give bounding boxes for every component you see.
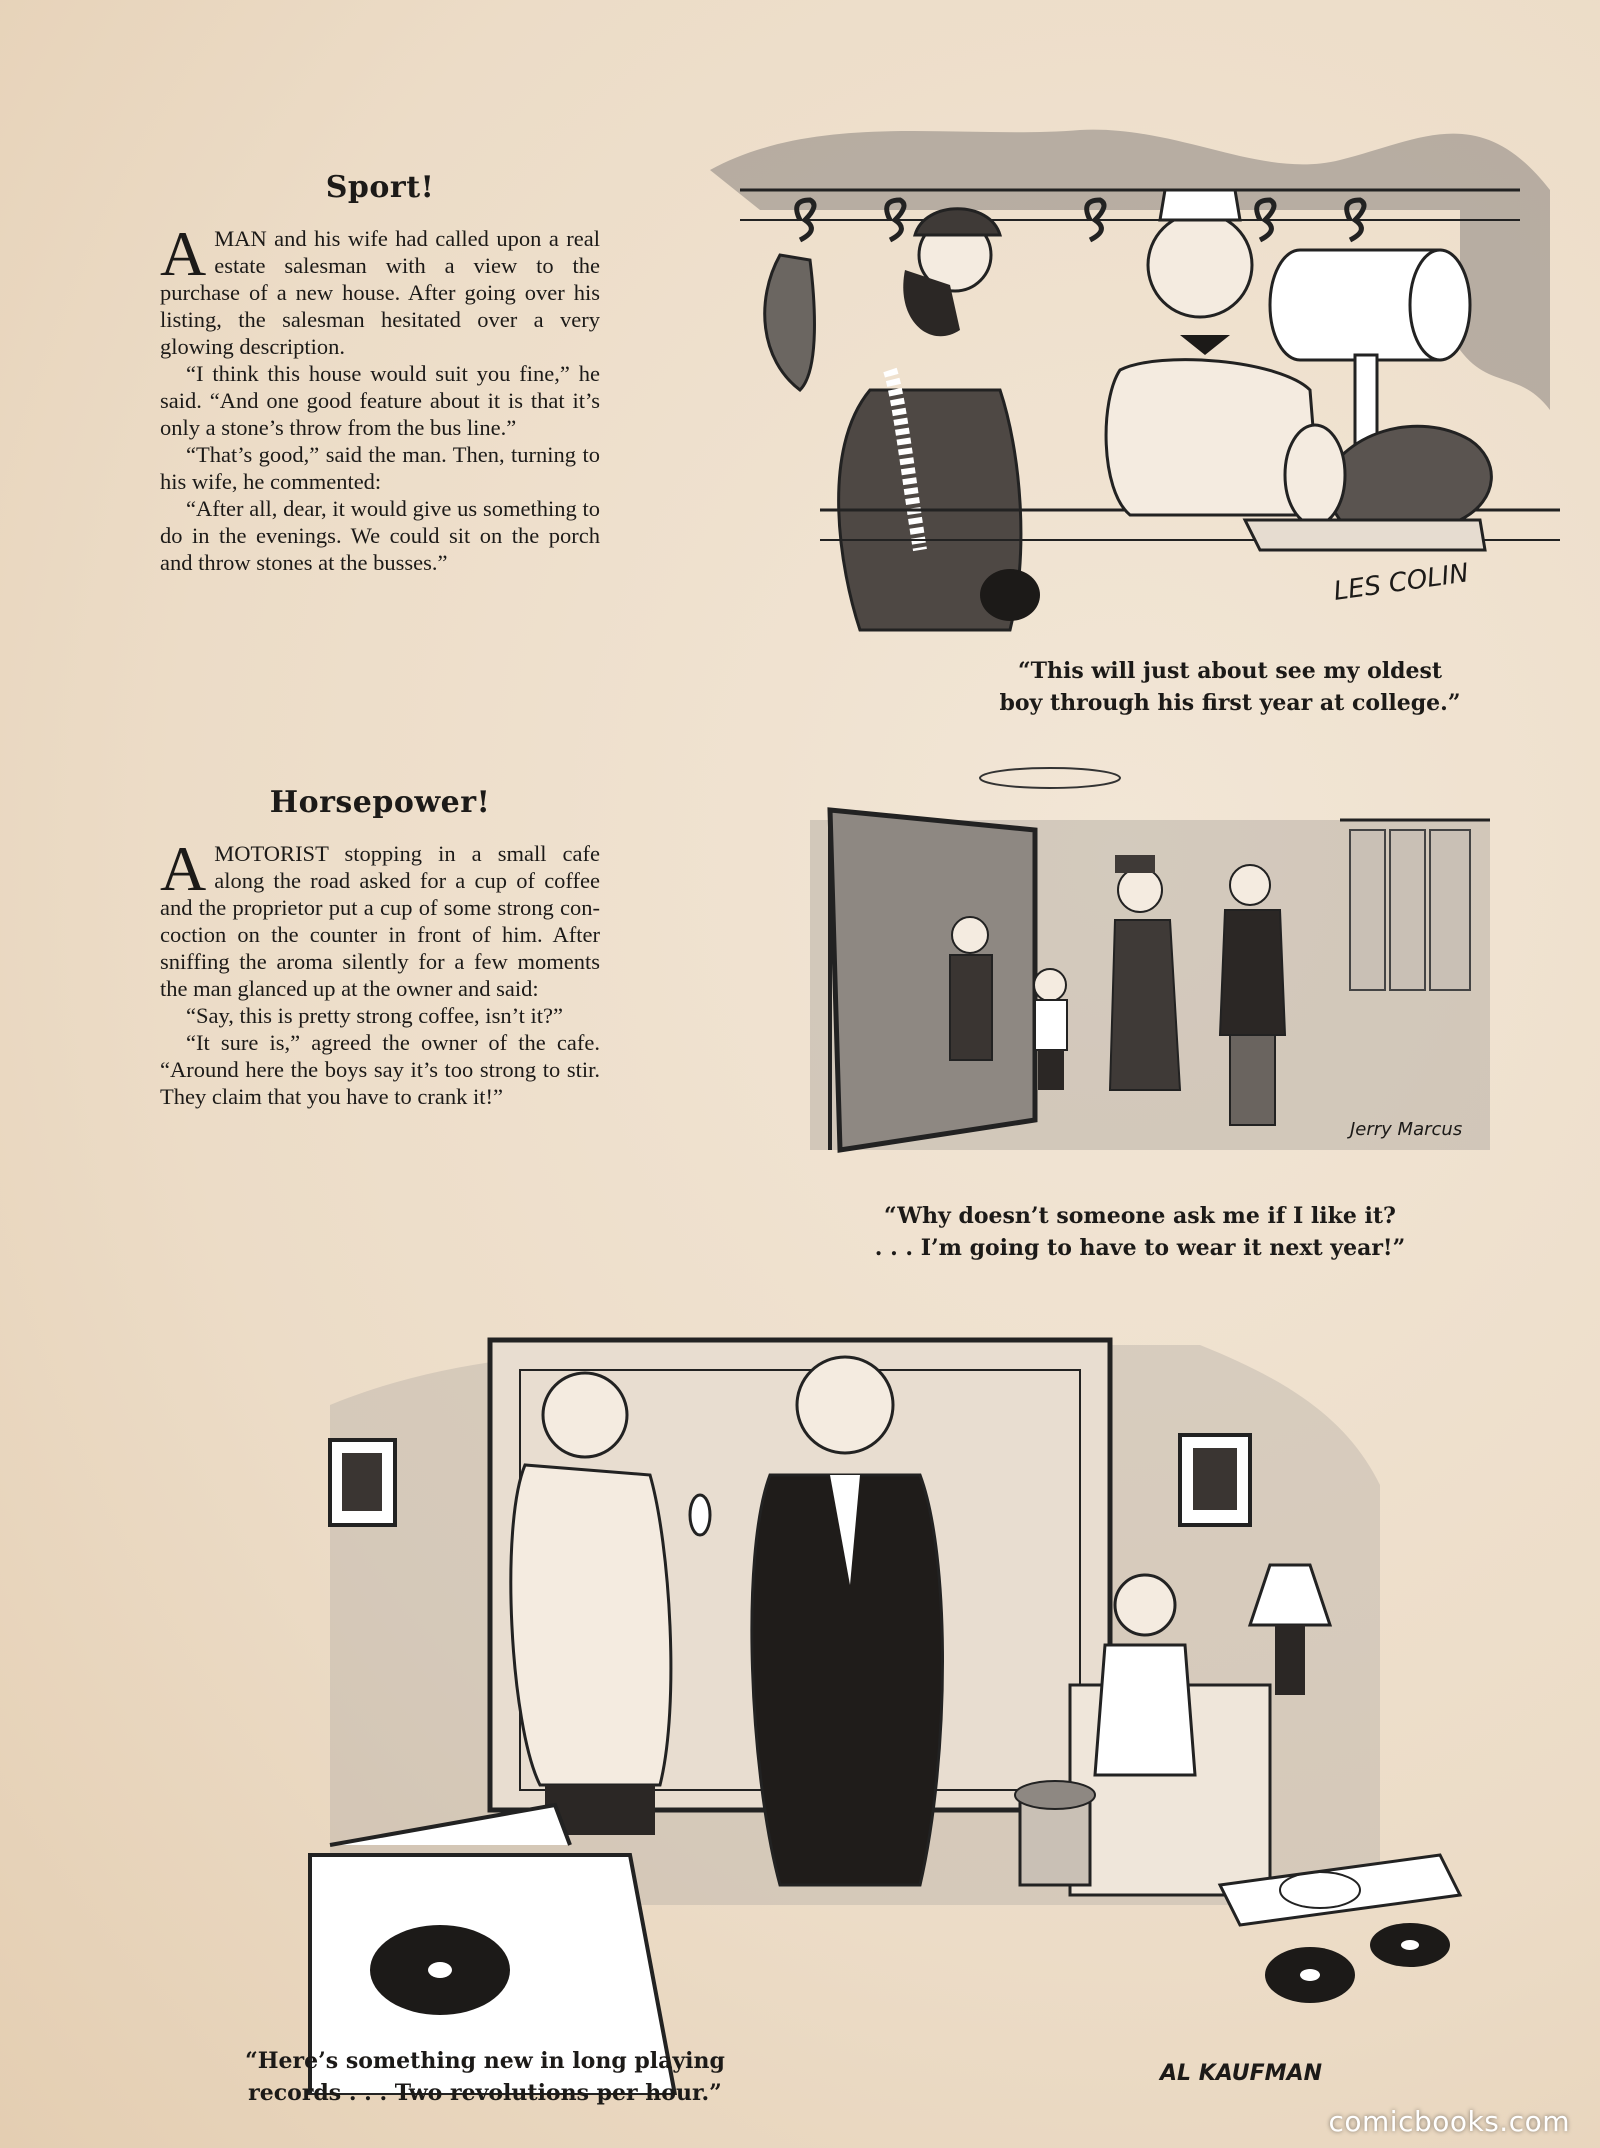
- story-body: [160, 218, 600, 576]
- cartoon-butcher-illustration: [700, 70, 1560, 650]
- cartoon-signature: AL KAUFMAN: [1160, 2061, 1323, 2086]
- paragraph: “It sure is,” agreed the owner of the cafe. “Around here the boys say it’s too strong to stir. They claim that you have to crank it!”: [160, 1030, 600, 1109]
- story-title: Horsepower!: [269, 785, 491, 820]
- cartoon-caption: [850, 1200, 1430, 1264]
- story-body: [160, 833, 600, 1110]
- drop-cap: A: [160, 218, 207, 289]
- cartoon-signature: Jerry Marcus: [1350, 1119, 1463, 1140]
- caption-line: records . . . Two revolutions per hour.”: [248, 2080, 722, 2106]
- paragraph: “After all, dear, it would give us something to do in the evenings. We could sit on the porch and throw stones at the busses.”: [160, 496, 600, 575]
- watermark: comicbooks.com: [1328, 2105, 1570, 2138]
- caption-line: “Here’s something new in long playing: [245, 2048, 725, 2074]
- caption-line: “Why doesn’t someone ask me if I like it?: [884, 1203, 1396, 1229]
- caption-line: . . . I’m going to have to wear it next year!”: [874, 1235, 1406, 1261]
- paragraph: MAN and his wife had called upon a real estate salesman with a view to the purchase of a new house. After going over his listing, the salesman hesitated over a very glowing description.: [160, 226, 600, 359]
- paragraph: MOTORIST stopping in a small cafe along the road asked for a cup of coffee and the proprietor put a cup of some strong concoction on the counter in front of him. After sniffing the aroma silently for a few moments the man glanced up at the owner and said:: [160, 841, 600, 1001]
- cartoon-records-illustration: [300, 1325, 1490, 2095]
- story-sport: [160, 170, 600, 576]
- cartoon-coat-illustration: [810, 760, 1490, 1200]
- cartoon-records: [300, 1325, 1490, 2095]
- paragraph: “That’s good,” said the man. Then, turning to his wife, he commented:: [160, 442, 600, 494]
- story-title: Sport!: [325, 170, 435, 205]
- cartoon-signature: LES COLIN: [1331, 558, 1471, 607]
- cartoon-butcher: [700, 70, 1560, 650]
- caption-line: boy through his first year at college.”: [999, 690, 1461, 716]
- caption-line: “This will just about see my oldest: [1017, 658, 1443, 684]
- cartoon-caption: [980, 655, 1480, 719]
- story-horsepower: [160, 785, 600, 1110]
- cartoon-caption: [210, 2045, 760, 2109]
- cartoon-coat: [810, 760, 1490, 1200]
- paragraph: “Say, this is pretty strong coffee, isn’t it?”: [186, 1003, 564, 1028]
- drop-cap: A: [160, 833, 207, 904]
- paragraph: “I think this house would suit you fine,” he said. “And one good feature about it is that it’s only a stone’s throw from the bus line.”: [160, 361, 600, 440]
